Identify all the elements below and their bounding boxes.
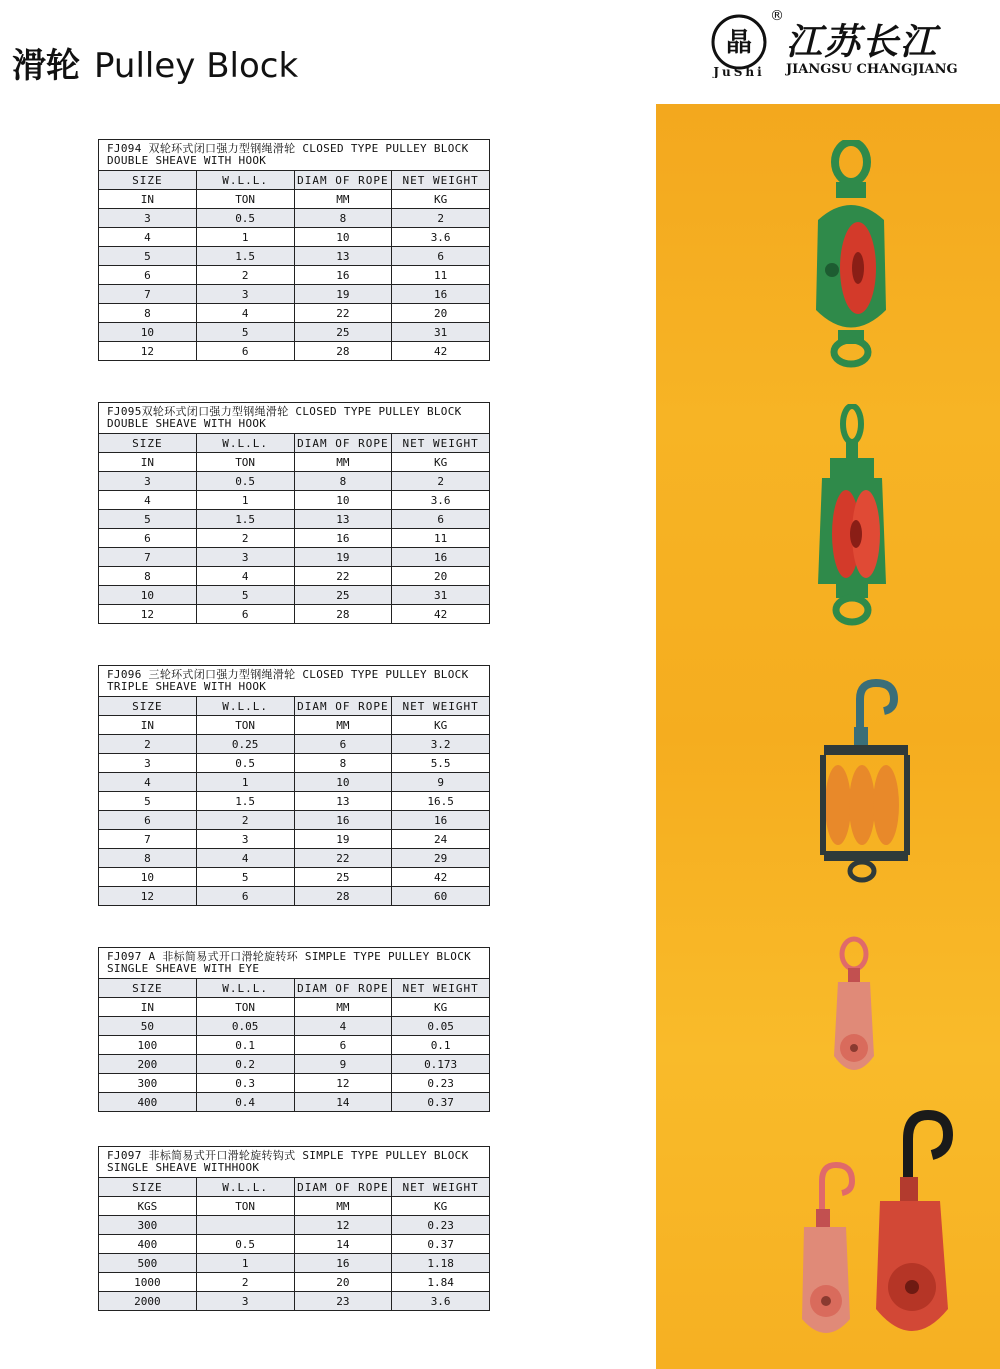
table-row (99, 1254, 490, 1273)
spec-table-fj095 (98, 402, 490, 624)
table-cell: 10 (294, 491, 392, 510)
table-cell: 5 (99, 247, 197, 266)
column-header: DIAM OF ROPE (294, 434, 392, 453)
unit-cell: KGS (99, 1197, 197, 1216)
table-cell: 2000 (99, 1292, 197, 1311)
table-row (99, 811, 490, 830)
table-cell: 2 (196, 1273, 294, 1292)
table-row (99, 830, 490, 849)
table-cell: 28 (294, 605, 392, 624)
table-header-row (99, 666, 490, 697)
table-row (99, 323, 490, 342)
table-cell: 300 (99, 1216, 197, 1235)
column-header: W.L.L. (196, 697, 294, 716)
table-cell: 12 (99, 342, 197, 361)
units-row (99, 1197, 490, 1216)
table-cell: 2 (196, 529, 294, 548)
column-header: NET WEIGHT (392, 171, 490, 190)
table-header-row (99, 403, 490, 434)
table-row (99, 342, 490, 361)
table-cell: 24 (392, 830, 490, 849)
table-cell: 10 (294, 228, 392, 247)
table-row (99, 247, 490, 266)
table-title-line-2: TRIPLE SHEAVE WITH HOOK (107, 680, 267, 693)
table-cell: 10 (294, 773, 392, 792)
table-cell: 4 (196, 304, 294, 323)
column-header: SIZE (99, 697, 197, 716)
table-row (99, 228, 490, 247)
column-header-row (99, 979, 490, 998)
brand-logo (706, 8, 976, 88)
table-cell: 20 (392, 304, 490, 323)
table-cell: 4 (196, 567, 294, 586)
simple-single-sheave-hook-large-image (868, 1109, 958, 1349)
table-cell: 200 (99, 1055, 197, 1074)
table-cell: 16 (392, 811, 490, 830)
table-cell: 1.18 (392, 1254, 490, 1273)
unit-cell: TON (196, 998, 294, 1017)
table-cell: 1.5 (196, 792, 294, 811)
spec-table-fj097 (98, 1146, 490, 1311)
table-cell: 0.173 (392, 1055, 490, 1074)
table-cell: 29 (392, 849, 490, 868)
table-cell (196, 1216, 294, 1235)
column-header: NET WEIGHT (392, 434, 490, 453)
table-row (99, 1093, 490, 1112)
table-cell: 12 (99, 605, 197, 624)
table-cell: 1.5 (196, 247, 294, 266)
table-cell: 8 (294, 472, 392, 491)
table-title (99, 1147, 490, 1178)
unit-cell: KG (392, 190, 490, 209)
simple-single-sheave-eye-image (824, 936, 884, 1086)
table-cell: 1.5 (196, 510, 294, 529)
table-cell: 6 (196, 342, 294, 361)
unit-cell: IN (99, 190, 197, 209)
table-cell: 22 (294, 849, 392, 868)
product-photo-panel (656, 104, 1000, 1369)
table-cell: 1 (196, 491, 294, 510)
spec-table-fj096 (98, 665, 490, 906)
table-cell: 7 (99, 285, 197, 304)
table-cell: 5 (196, 586, 294, 605)
table-cell: 12 (99, 887, 197, 906)
unit-cell: IN (99, 453, 197, 472)
unit-cell: TON (196, 716, 294, 735)
table-cell: 2 (196, 266, 294, 285)
table-cell: 5 (196, 868, 294, 887)
unit-cell: MM (294, 716, 392, 735)
table-cell: 19 (294, 548, 392, 567)
table-cell: 8 (99, 849, 197, 868)
table-cell: 6 (196, 887, 294, 906)
table-cell: 1 (196, 228, 294, 247)
unit-cell: MM (294, 453, 392, 472)
table-cell: 2 (196, 811, 294, 830)
table-cell: 3 (196, 830, 294, 849)
table-cell: 25 (294, 323, 392, 342)
table-cell: 42 (392, 342, 490, 361)
table-row (99, 548, 490, 567)
spec-table-fj094 (98, 139, 490, 361)
table-cell: 25 (294, 868, 392, 887)
title-en: Pulley Block (94, 46, 299, 86)
table-row (99, 304, 490, 323)
table-row (99, 735, 490, 754)
svg-text:JuShi: JuShi (713, 65, 765, 78)
table-cell: 31 (392, 323, 490, 342)
registered-mark: ® (770, 8, 784, 24)
table-cell: 3.6 (392, 491, 490, 510)
jushi-logo-icon (706, 12, 772, 78)
table-cell: 0.05 (392, 1017, 490, 1036)
column-header: NET WEIGHT (392, 979, 490, 998)
units-row (99, 716, 490, 735)
table-cell: 1 (196, 1254, 294, 1273)
table-title-line-1: FJ097 非标简易式开口滑轮旋转钩式 SIMPLE TYPE PULLEY BLOCK (107, 1149, 469, 1162)
table-cell: 6 (392, 247, 490, 266)
table-cell: 0.3 (196, 1074, 294, 1093)
table-cell: 8 (99, 567, 197, 586)
table-cell: 6 (99, 811, 197, 830)
table-row (99, 1292, 490, 1311)
table-cell: 4 (99, 228, 197, 247)
double-sheave-pulley-green-2-image (806, 404, 896, 629)
table-cell: 0.37 (392, 1235, 490, 1254)
column-header-row (99, 434, 490, 453)
table-cell: 0.1 (392, 1036, 490, 1055)
table-cell: 9 (392, 773, 490, 792)
column-header: SIZE (99, 1178, 197, 1197)
table-cell: 14 (294, 1235, 392, 1254)
table-cell: 400 (99, 1235, 197, 1254)
table-cell: 16 (294, 266, 392, 285)
table-row (99, 754, 490, 773)
unit-cell: MM (294, 1197, 392, 1216)
table-row (99, 567, 490, 586)
table-cell: 0.5 (196, 754, 294, 773)
column-header: DIAM OF ROPE (294, 1178, 392, 1197)
table-cell: 0.1 (196, 1036, 294, 1055)
unit-cell: MM (294, 998, 392, 1017)
table-cell: 6 (294, 1036, 392, 1055)
table-row (99, 1036, 490, 1055)
table-row (99, 1273, 490, 1292)
table-cell: 60 (392, 887, 490, 906)
table-cell: 0.23 (392, 1074, 490, 1093)
column-header-row (99, 697, 490, 716)
column-header: NET WEIGHT (392, 697, 490, 716)
table-cell: 6 (294, 735, 392, 754)
table-title-line-1: FJ096 三轮环式闭口强力型钢绳滑轮 CLOSED TYPE PULLEY BLOCK (107, 668, 469, 681)
table-cell: 0.2 (196, 1055, 294, 1074)
table-cell: 19 (294, 830, 392, 849)
table-cell: 0.5 (196, 472, 294, 491)
table-title-line-1: FJ097 A 非标简易式开口滑轮旋转环 SIMPLE TYPE PULLEY BLOCK (107, 950, 472, 963)
table-cell: 3.2 (392, 735, 490, 754)
table-cell: 3 (196, 548, 294, 567)
table-cell: 500 (99, 1254, 197, 1273)
column-header: SIZE (99, 171, 197, 190)
table-row (99, 529, 490, 548)
table-cell: 0.37 (392, 1093, 490, 1112)
table-cell: 6 (99, 266, 197, 285)
column-header: DIAM OF ROPE (294, 697, 392, 716)
table-cell: 1.84 (392, 1273, 490, 1292)
table-row (99, 773, 490, 792)
table-cell: 7 (99, 548, 197, 567)
table-title (99, 948, 490, 979)
table-cell: 13 (294, 247, 392, 266)
table-cell: 3 (99, 209, 197, 228)
table-cell: 5 (196, 323, 294, 342)
table-cell: 16 (294, 529, 392, 548)
table-cell: 3.6 (392, 1292, 490, 1311)
unit-cell: TON (196, 453, 294, 472)
unit-cell: KG (392, 1197, 490, 1216)
table-cell: 300 (99, 1074, 197, 1093)
table-cell: 7 (99, 830, 197, 849)
table-title-line-2: SINGLE SHEAVE WITHHOOK (107, 1161, 260, 1174)
table-cell: 11 (392, 266, 490, 285)
table-cell: 0.4 (196, 1093, 294, 1112)
spec-table-fj097a (98, 947, 490, 1112)
table-row (99, 285, 490, 304)
table-row (99, 209, 490, 228)
table-row (99, 1017, 490, 1036)
table-cell: 11 (392, 529, 490, 548)
column-header: W.L.L. (196, 1178, 294, 1197)
table-row (99, 1055, 490, 1074)
column-header: SIZE (99, 979, 197, 998)
table-row (99, 605, 490, 624)
column-header: W.L.L. (196, 171, 294, 190)
table-header-row (99, 1147, 490, 1178)
column-header: W.L.L. (196, 979, 294, 998)
table-cell: 12 (294, 1074, 392, 1093)
table-cell: 2 (392, 209, 490, 228)
table-cell: 3 (196, 1292, 294, 1311)
table-row (99, 1235, 490, 1254)
table-title-line-1: FJ094 双轮环式闭口强力型钢绳滑轮 CLOSED TYPE PULLEY BLOCK (107, 142, 469, 155)
table-cell: 0.23 (392, 1216, 490, 1235)
table-cell: 6 (392, 510, 490, 529)
table-title (99, 403, 490, 434)
table-cell: 100 (99, 1036, 197, 1055)
table-cell: 400 (99, 1093, 197, 1112)
table-cell: 14 (294, 1093, 392, 1112)
table-row (99, 849, 490, 868)
table-row (99, 887, 490, 906)
table-cell: 16 (392, 285, 490, 304)
table-row (99, 1074, 490, 1093)
table-cell: 3.6 (392, 228, 490, 247)
table-cell: 22 (294, 567, 392, 586)
table-cell: 2 (392, 472, 490, 491)
table-cell: 10 (99, 323, 197, 342)
page-title (12, 38, 298, 87)
table-cell: 0.5 (196, 1235, 294, 1254)
table-cell: 31 (392, 586, 490, 605)
table-cell: 3 (99, 754, 197, 773)
table-row (99, 792, 490, 811)
table-cell: 28 (294, 342, 392, 361)
table-cell: 10 (99, 868, 197, 887)
brand-name-en: JIANGSU CHANGJIANG (786, 62, 958, 77)
table-cell: 4 (294, 1017, 392, 1036)
table-row (99, 510, 490, 529)
table-cell: 4 (196, 849, 294, 868)
table-cell: 6 (196, 605, 294, 624)
table-cell: 16 (294, 811, 392, 830)
brand-name-zh: 江苏长江 (786, 21, 939, 63)
table-cell: 0.25 (196, 735, 294, 754)
unit-cell: KG (392, 453, 490, 472)
table-row (99, 1216, 490, 1235)
table-cell: 13 (294, 510, 392, 529)
table-title (99, 140, 490, 171)
table-row (99, 586, 490, 605)
table-cell: 25 (294, 586, 392, 605)
table-cell: 16 (294, 1254, 392, 1273)
simple-single-sheave-hook-small-image (796, 1159, 866, 1349)
table-cell: 9 (294, 1055, 392, 1074)
table-cell: 4 (99, 491, 197, 510)
units-row (99, 453, 490, 472)
table-cell: 5.5 (392, 754, 490, 773)
table-title-line-2: DOUBLE SHEAVE WITH HOOK (107, 417, 267, 430)
table-cell: 22 (294, 304, 392, 323)
table-title-line-1: FJ095双轮环式闭口强力型钢绳滑轮 CLOSED TYPE PULLEY BLOCK (107, 405, 462, 418)
table-cell: 3 (99, 472, 197, 491)
table-cell: 0.5 (196, 209, 294, 228)
table-cell: 19 (294, 285, 392, 304)
units-row (99, 998, 490, 1017)
table-row (99, 491, 490, 510)
table-cell: 50 (99, 1017, 197, 1036)
table-cell: 5 (99, 792, 197, 811)
column-header-row (99, 1178, 490, 1197)
table-row (99, 472, 490, 491)
table-cell: 8 (294, 209, 392, 228)
table-title-line-2: SINGLE SHEAVE WITH EYE (107, 962, 260, 975)
column-header: NET WEIGHT (392, 1178, 490, 1197)
table-cell: 42 (392, 605, 490, 624)
title-zh: 滑轮 (12, 46, 80, 86)
column-header: DIAM OF ROPE (294, 171, 392, 190)
triple-sheave-pulley-hook-image (816, 679, 916, 884)
table-row (99, 868, 490, 887)
table-cell: 13 (294, 792, 392, 811)
table-cell: 1000 (99, 1273, 197, 1292)
unit-cell: IN (99, 716, 197, 735)
unit-cell: KG (392, 716, 490, 735)
table-cell: 20 (294, 1273, 392, 1292)
table-cell: 0.05 (196, 1017, 294, 1036)
unit-cell: IN (99, 998, 197, 1017)
table-header-row (99, 140, 490, 171)
table-title (99, 666, 490, 697)
table-cell: 1 (196, 773, 294, 792)
table-cell: 16 (392, 548, 490, 567)
units-row (99, 190, 490, 209)
table-cell: 4 (99, 773, 197, 792)
unit-cell: MM (294, 190, 392, 209)
table-cell: 20 (392, 567, 490, 586)
column-header: SIZE (99, 434, 197, 453)
table-cell: 16.5 (392, 792, 490, 811)
table-cell: 10 (99, 586, 197, 605)
table-cell: 3 (196, 285, 294, 304)
svg-text:晶: 晶 (725, 28, 753, 58)
unit-cell: TON (196, 190, 294, 209)
table-cell: 6 (99, 529, 197, 548)
column-header: DIAM OF ROPE (294, 979, 392, 998)
table-cell: 12 (294, 1216, 392, 1235)
table-header-row (99, 948, 490, 979)
table-cell: 23 (294, 1292, 392, 1311)
table-cell: 2 (99, 735, 197, 754)
table-cell: 42 (392, 868, 490, 887)
table-title-line-2: DOUBLE SHEAVE WITH HOOK (107, 154, 267, 167)
table-row (99, 266, 490, 285)
column-header-row (99, 171, 490, 190)
unit-cell: KG (392, 998, 490, 1017)
table-cell: 8 (294, 754, 392, 773)
column-header: W.L.L. (196, 434, 294, 453)
unit-cell: TON (196, 1197, 294, 1216)
table-cell: 8 (99, 304, 197, 323)
table-cell: 28 (294, 887, 392, 906)
double-sheave-pulley-green-image (806, 140, 896, 370)
table-cell: 5 (99, 510, 197, 529)
